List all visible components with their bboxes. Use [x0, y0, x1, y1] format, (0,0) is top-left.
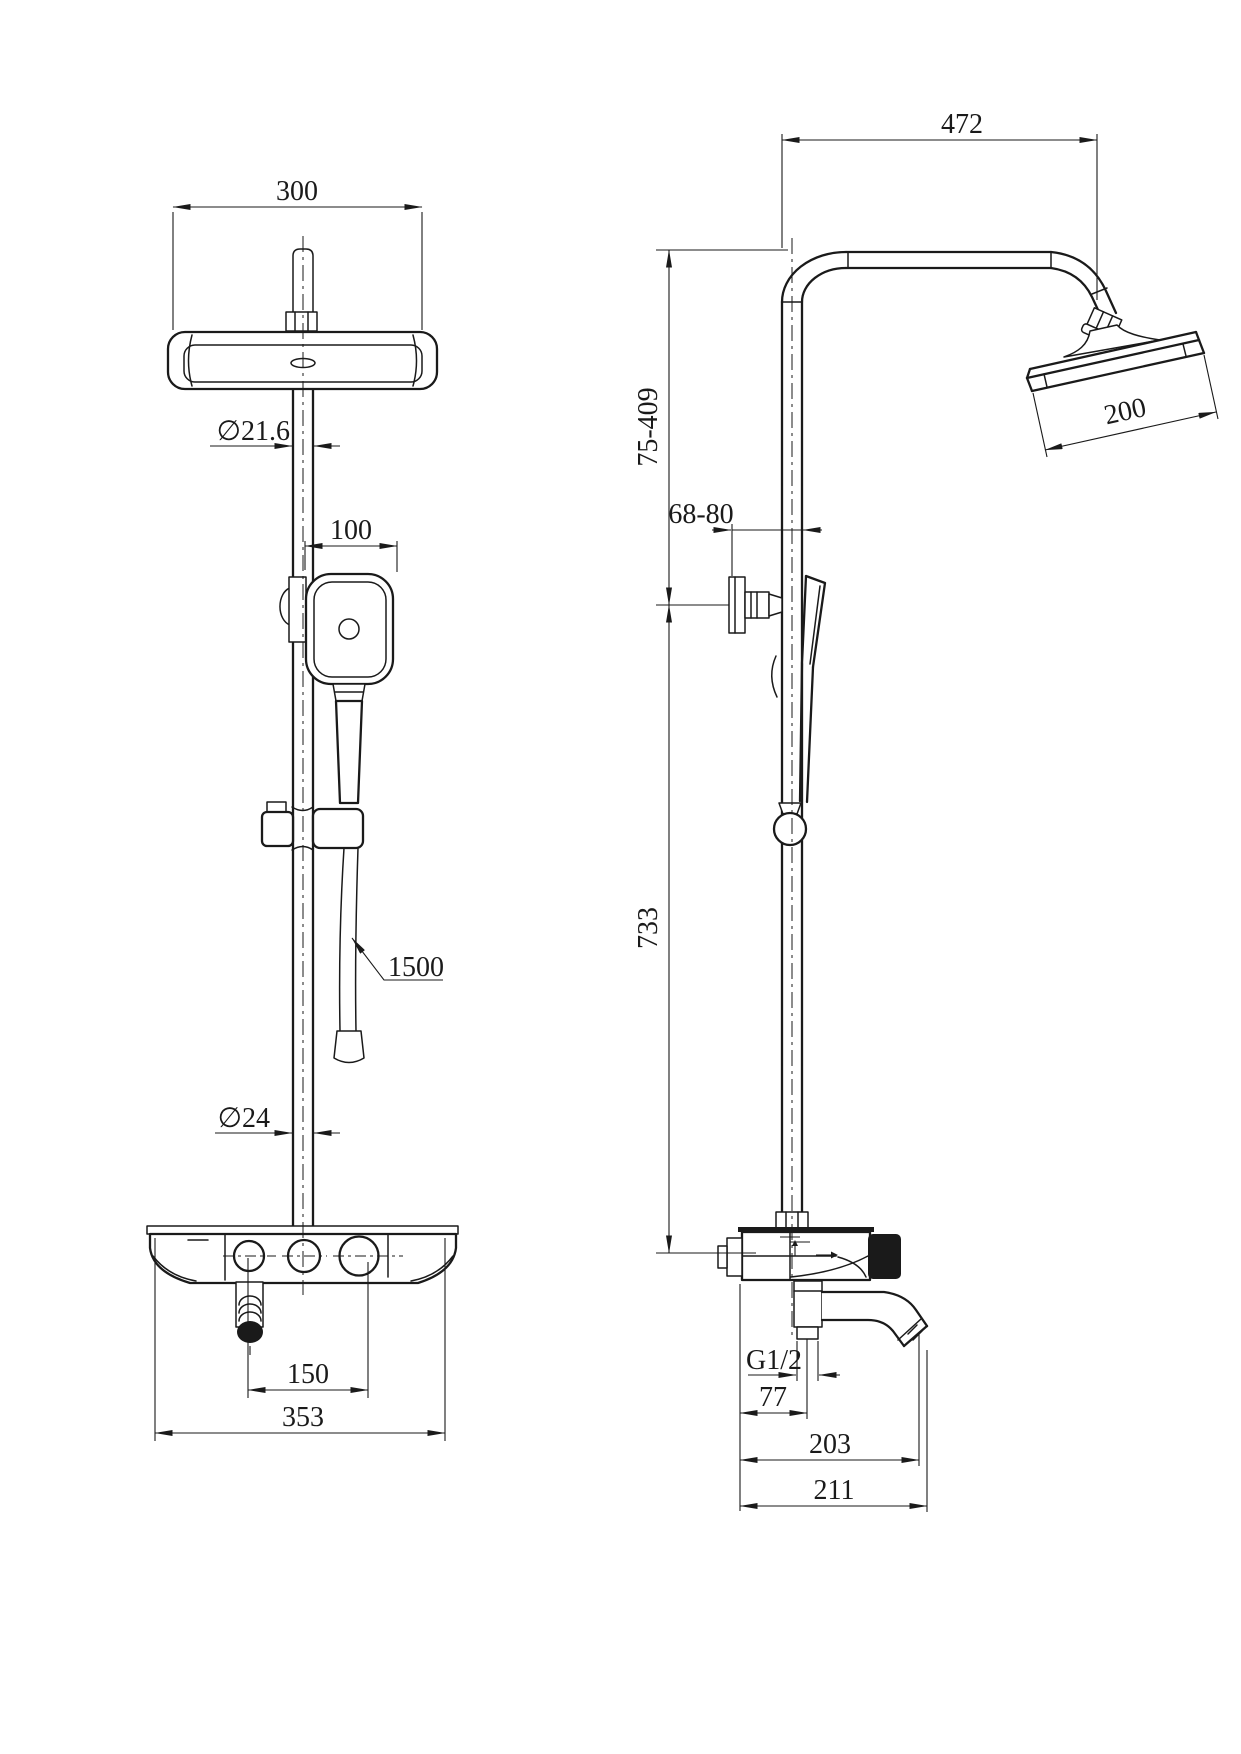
- temperature-knob-side: [868, 1234, 901, 1279]
- dim-outlet-thread-label: G1/2: [746, 1345, 802, 1376]
- dim-arm-reach-label: 472: [941, 109, 983, 140]
- dim-outlet-thread: [746, 1341, 840, 1381]
- dim-riser-height-label: 733: [633, 907, 664, 949]
- dim-front-head-width-label: 300: [276, 176, 318, 207]
- dim-height-adjust-range: [633, 250, 788, 605]
- tub-spout-front: [236, 1282, 263, 1355]
- dim-wall-clearance: [668, 499, 822, 576]
- dim-wall-clearance-label: 68-80: [668, 499, 734, 530]
- dim-hand-shower-width-label: 100: [330, 515, 372, 546]
- dim-lower-pipe-diameter-label: ∅24: [217, 1103, 270, 1134]
- tub-spout-side: [794, 1281, 927, 1419]
- riser-pipe-front: [286, 249, 317, 1227]
- dim-riser-height: [633, 605, 756, 1253]
- side-view: [633, 109, 1218, 1512]
- dim-hose-length-label: 1500: [388, 952, 444, 983]
- hand-shower-side: [772, 576, 825, 845]
- front-view: [147, 176, 458, 1441]
- wall-bracket-side: [729, 577, 782, 633]
- overhead-shower-side: [1027, 307, 1204, 391]
- shower-hose-front: [334, 848, 364, 1063]
- dim-upper-pipe-diameter-label: ∅21.6: [216, 416, 290, 447]
- dim-body-width-label: 353: [282, 1402, 324, 1433]
- dim-upper-pipe-diameter: [210, 416, 340, 447]
- dim-outlet-spacing-label: 150: [287, 1359, 329, 1390]
- dim-lower-pipe-diameter: [215, 1103, 340, 1134]
- riser-and-arm-side: [782, 252, 1116, 1212]
- slide-lock-ball: [774, 813, 806, 845]
- dim-height-adjust-range-label: 75-409: [633, 387, 664, 467]
- dim-overall-depth-label: 211: [813, 1475, 855, 1506]
- dim-spout-reach-label: 203: [809, 1429, 851, 1460]
- dim-head-face-depth-label: 200: [1101, 392, 1150, 432]
- dim-spout-offset-label: 77: [759, 1382, 787, 1413]
- dim-hand-shower-width: [305, 515, 397, 572]
- valve-body-side: [718, 1212, 901, 1280]
- dim-hose-length: [352, 938, 444, 983]
- dim-front-head-width: [173, 176, 422, 330]
- hand-shower-front: [280, 574, 393, 803]
